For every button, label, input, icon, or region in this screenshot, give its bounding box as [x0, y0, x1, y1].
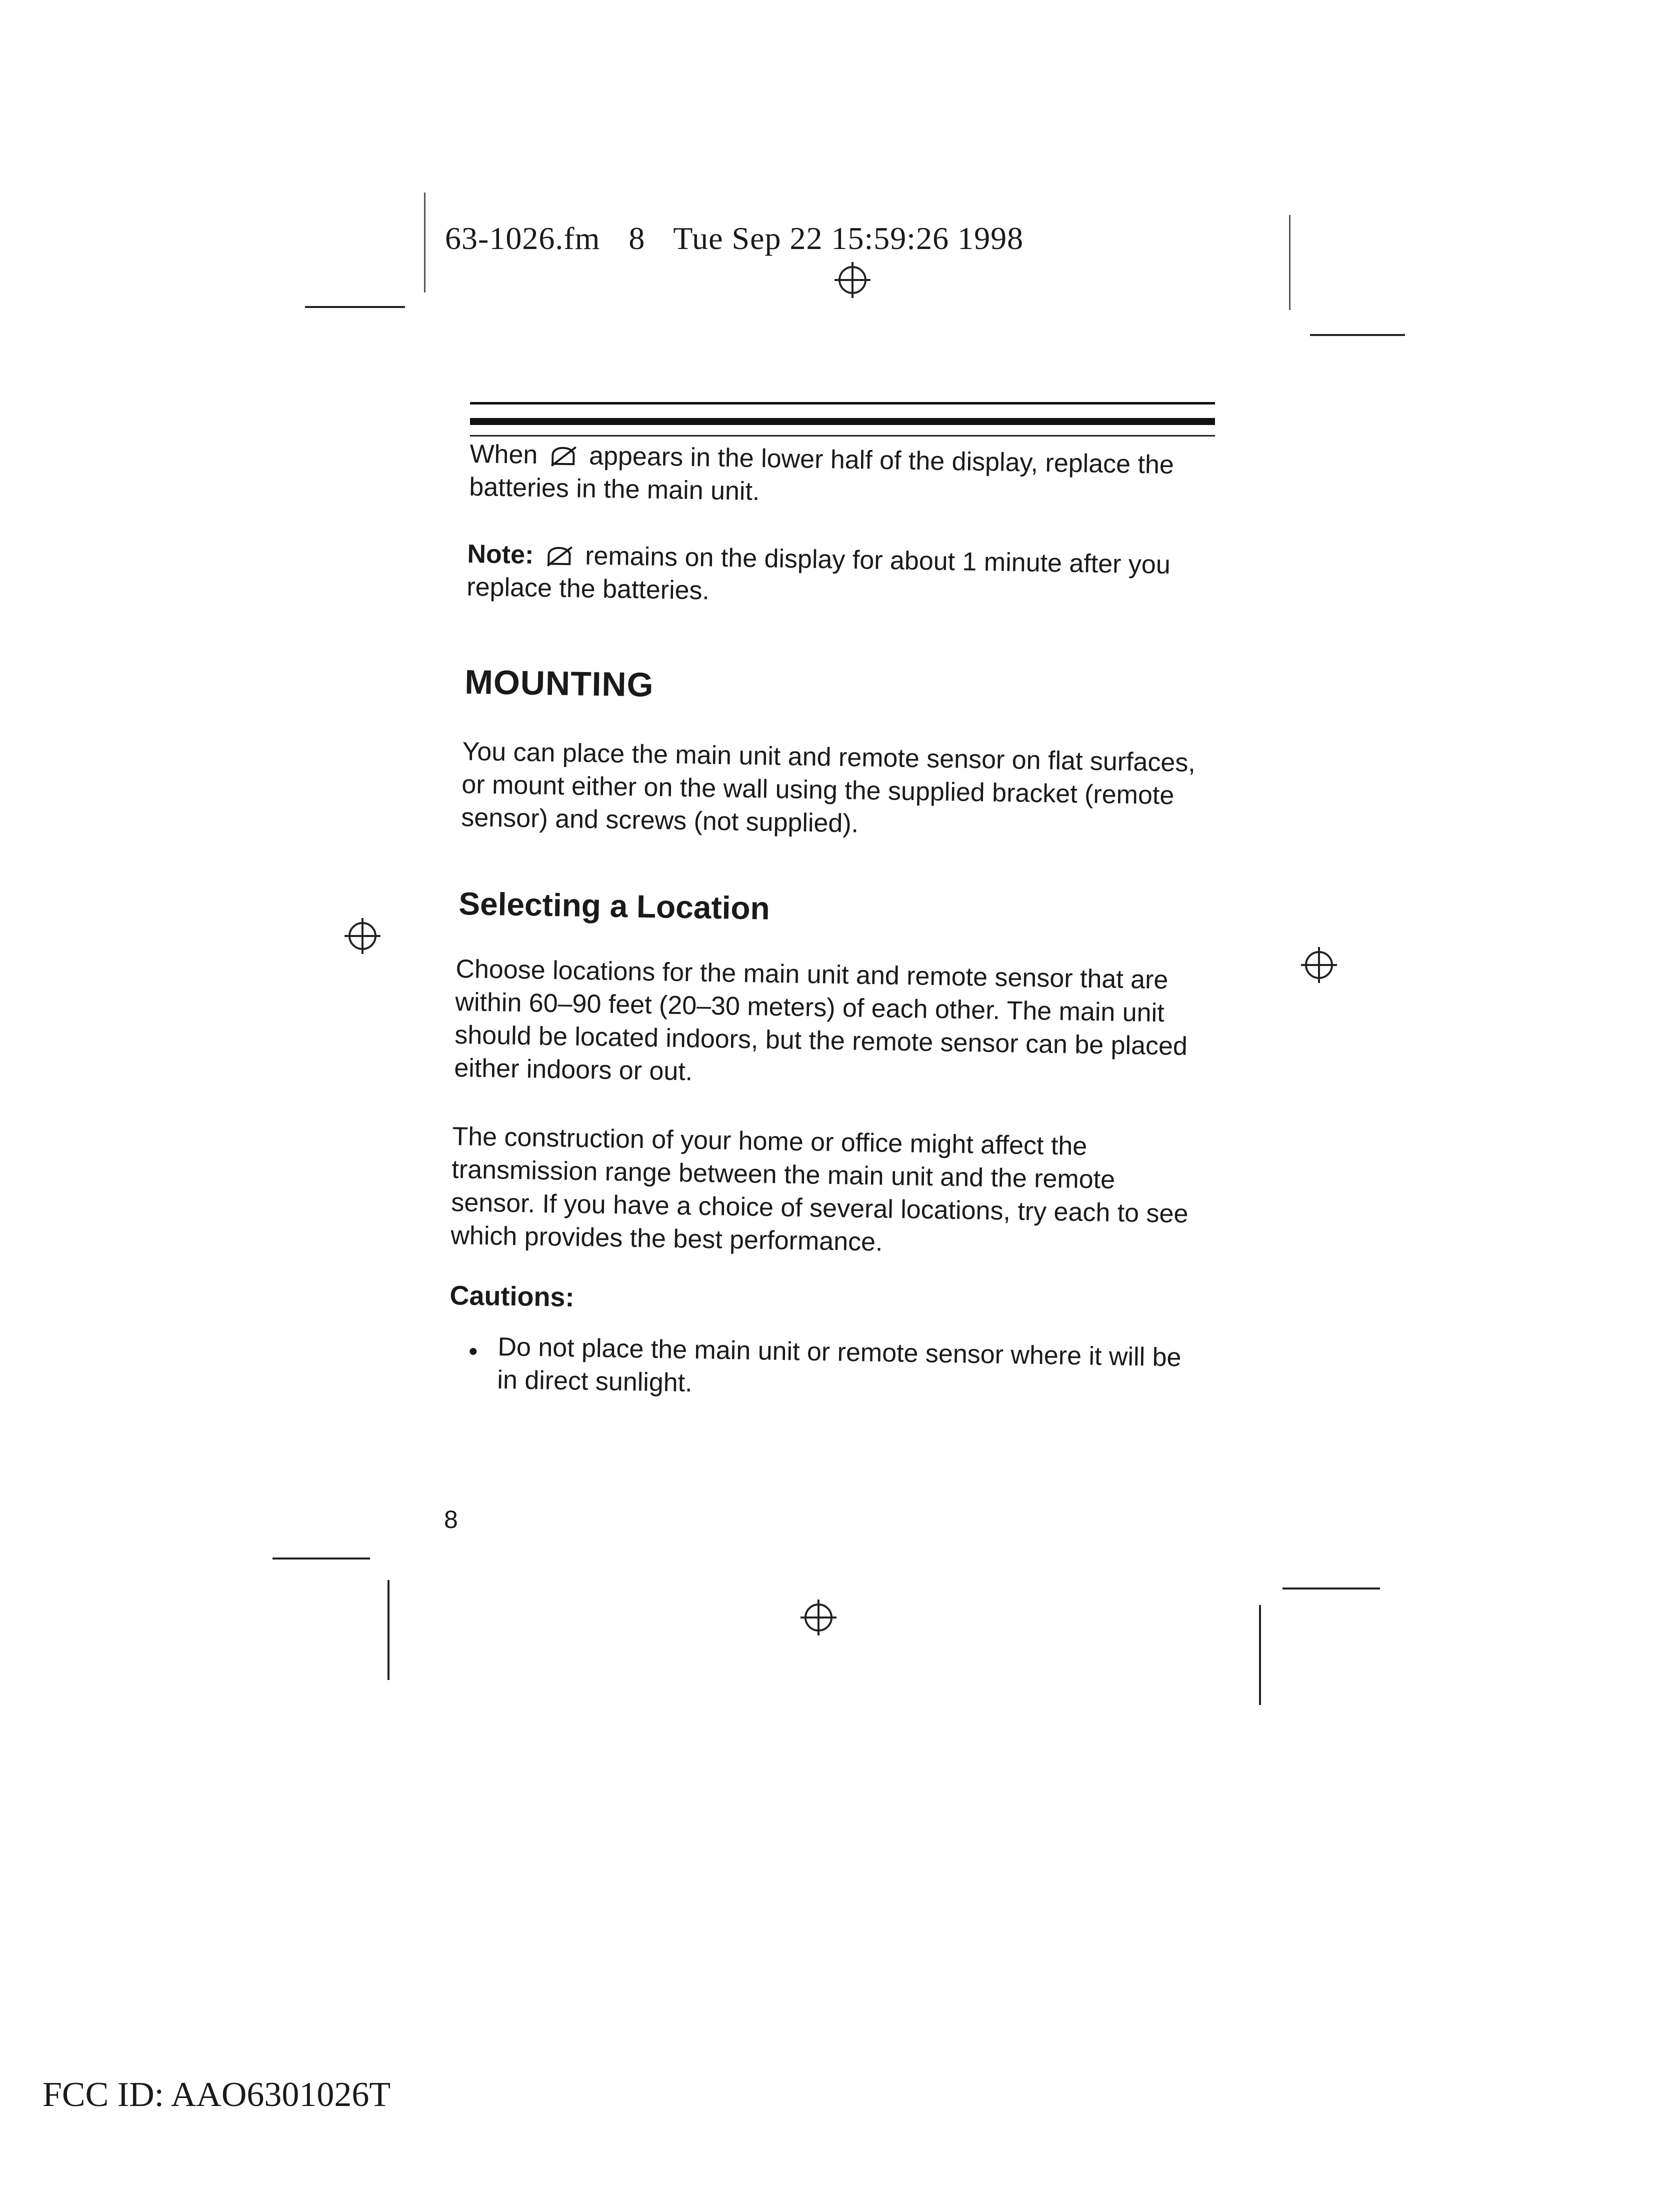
mounting-paragraph: You can place the main unit and remote sensor on flat surfaces, or mount either on the wall using the supplied bracket (remote sensor) and screws (not supplied).	[460, 736, 1196, 838]
battery-paragraph: When appears in the lower half of the display, replace the batteries in the main unit.	[468, 439, 1174, 506]
location-paragraph-1: Choose locations for the main unit and remote sensor that are within 60–90 feet (20–30 meters) of each other. The main unit should be located indoors, but the remote sensor can be placed either indoors or out.	[454, 954, 1188, 1086]
note-paragraph: Note: remains on the display for about 1 minute after you replace the batteries.	[466, 539, 1171, 606]
registration-mark-icon	[798, 1598, 838, 1638]
crop-mark	[1259, 1605, 1261, 1705]
crop-mark	[424, 192, 426, 292]
caution-list-item: • Do not place the main unit or remote sensor where it will be in direct sunlight.	[468, 1332, 1182, 1398]
fcc-id: FCC ID: AAO6301026T	[42, 2076, 391, 2114]
top-rule	[470, 402, 1215, 404]
crop-mark	[272, 1558, 370, 1560]
header-timestamp: Tue Sep 22 15:59:26 1998	[673, 220, 1024, 256]
crop-mark	[305, 306, 405, 308]
crop-mark	[1310, 334, 1405, 336]
location-heading: Selecting a Location	[458, 885, 770, 926]
page-number: 8	[444, 1506, 458, 1534]
low-battery-icon	[548, 444, 579, 467]
location-paragraph-2: The construction of your home or office might affect the transmission range between the main unit and the remote sensor. If you have a choice of several locations, try each to see which provides the best performance.	[450, 1122, 1188, 1257]
registration-mark-icon	[1299, 945, 1339, 985]
registration-mark-icon	[342, 916, 382, 956]
note-label: Note:	[467, 539, 534, 570]
registration-mark-icon	[832, 260, 872, 300]
crop-mark	[1289, 215, 1290, 310]
print-header	[445, 220, 1044, 257]
crop-mark	[388, 1580, 390, 1680]
header-page: 8	[628, 220, 646, 256]
crop-mark	[1282, 1588, 1380, 1590]
low-battery-icon	[544, 544, 575, 567]
header-filename: 63-1026.fm	[445, 220, 600, 256]
top-rule	[470, 418, 1215, 425]
mounting-heading: MOUNTING	[464, 662, 654, 704]
cautions-heading: Cautions:	[450, 1280, 574, 1312]
bullet-icon: •	[468, 1336, 478, 1366]
top-rule	[470, 435, 1215, 436]
